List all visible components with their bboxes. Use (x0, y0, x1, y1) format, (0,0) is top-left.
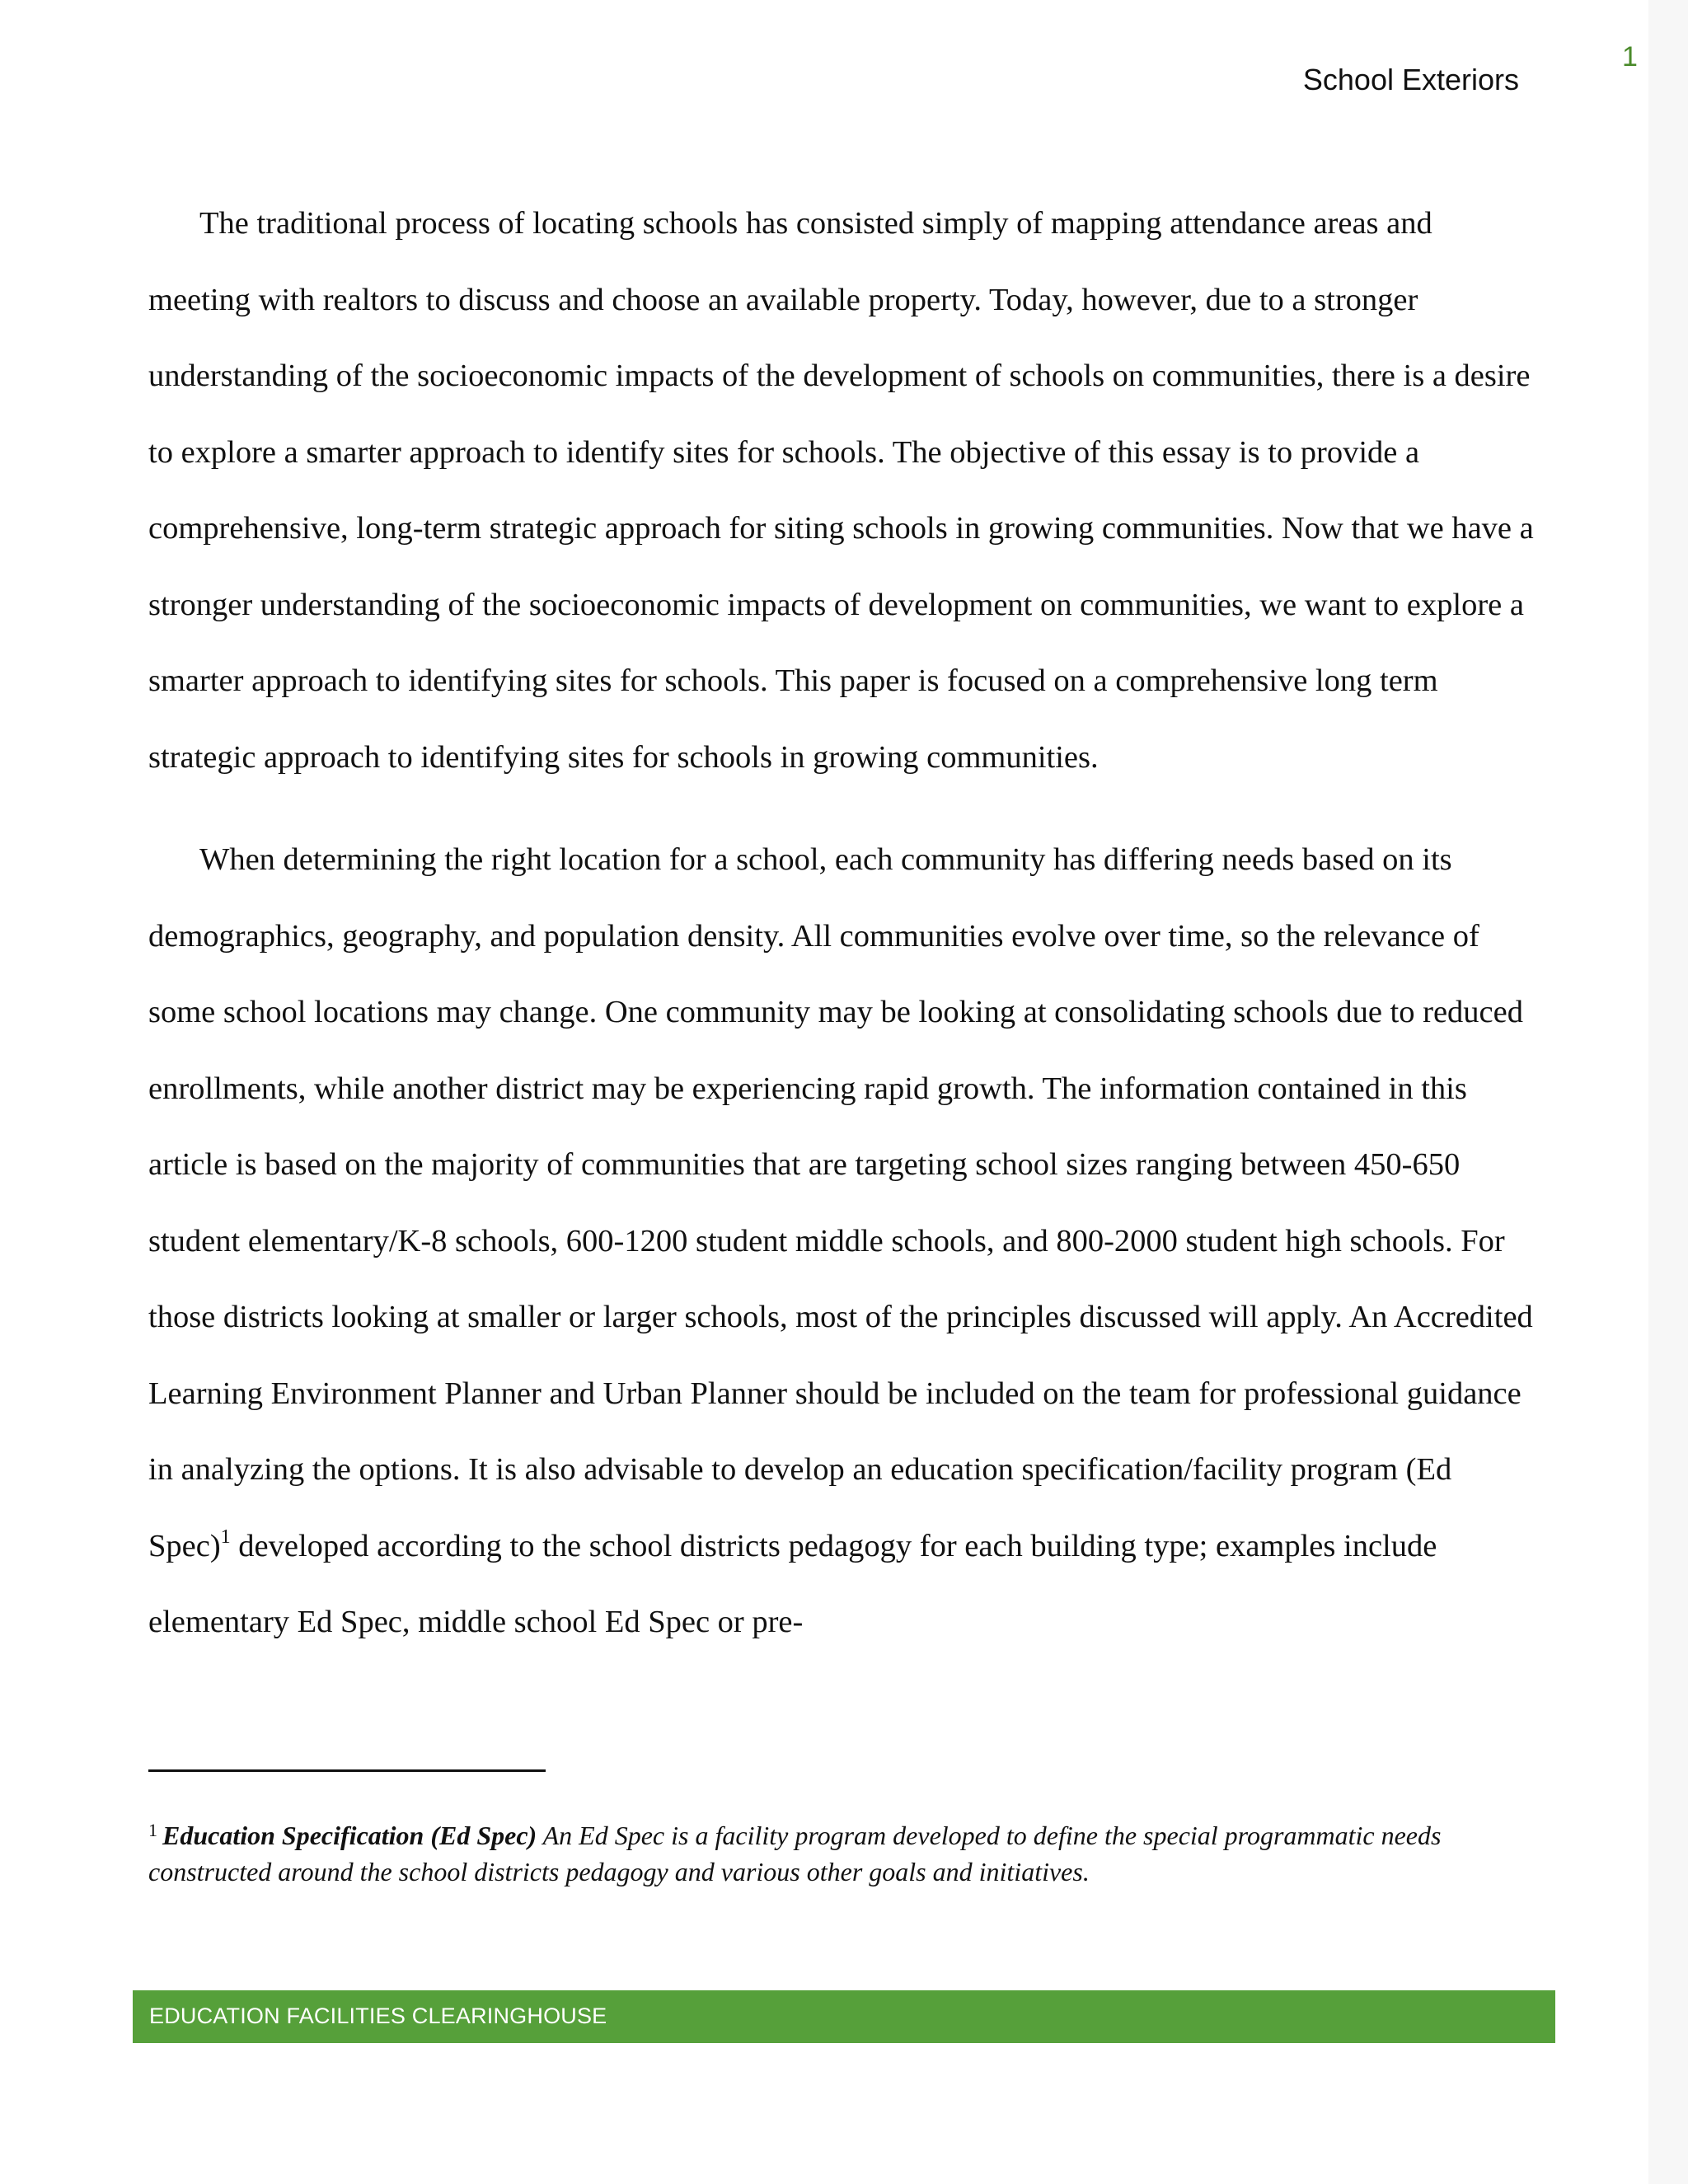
document-body (148, 185, 1541, 1687)
footnote-text: An Ed Spec is a facility program developed to define the special programmatic needs constructed around the school districts pedagogy and various other goals and initiatives. (148, 1821, 1442, 1886)
footnote-divider (148, 1769, 546, 1772)
paragraph-2 (148, 822, 1541, 1661)
page-edge-strip (1648, 0, 1688, 2184)
footer-bar (133, 1990, 1555, 2043)
footnote-term: Education Specification (Ed Spec) (162, 1821, 537, 1850)
running-header-title: School Exteriors (1302, 63, 1519, 96)
paragraph-2-text-a: When determining the right location for a school, each community has differing needs based on its demographics, geography, and population density. All communities evolve over time, so the relevance of some school locations may change. One community may be looking at consolidating schools due to reduced enrollments, while another district may be experiencing rapid growth. The information contained in this article is based on the majority of communities that are targeting school sizes ranging between 450-650 student elementary/K-8 schools, 600-1200 student middle schools, and 800-2000 student high schools. For those districts looking at smaller or larger schools, most of the principles discussed will apply. An Accredited Learning Environment Planner and Urban Planner should be included on the team for professional guidance in analyzing the options. It is also advisable to develop an education specification/facility program (Ed Spec) (148, 842, 1533, 1563)
footer-label: EDUCATION FACILITIES CLEARINGHOUSE (149, 2004, 607, 2028)
paragraph-2-text-b: developed according to the school districts pedagogy for each building type; examples include elementary Ed Spec, middle school Ed Spec or pre- (148, 1528, 1437, 1639)
paragraph-1: The traditional process of locating schools has consisted simply of mapping attendance areas and meeting with realtors to discuss and choose an available property. Today, however, due to a stronger understanding of the socioeconomic impacts of the development of schools on communities, there is a desire to explore a smarter approach to identify sites for schools. The objective of this essay is to provide a comprehensive, long-term strategic approach for siting schools in growing communities. Now that we have a stronger understanding of the socioeconomic impacts of development on communities, we want to explore a smarter approach to identifying sites for schools. This paper is focused on a comprehensive long term strategic approach to identifying sites for schools in growing communities. (148, 206, 1534, 775)
footnote-marker: 1 (148, 1820, 157, 1840)
footnote-reference[interactable]: 1 (220, 1526, 231, 1548)
footnote (148, 1817, 1533, 1890)
page-number: 1 (1622, 41, 1638, 73)
